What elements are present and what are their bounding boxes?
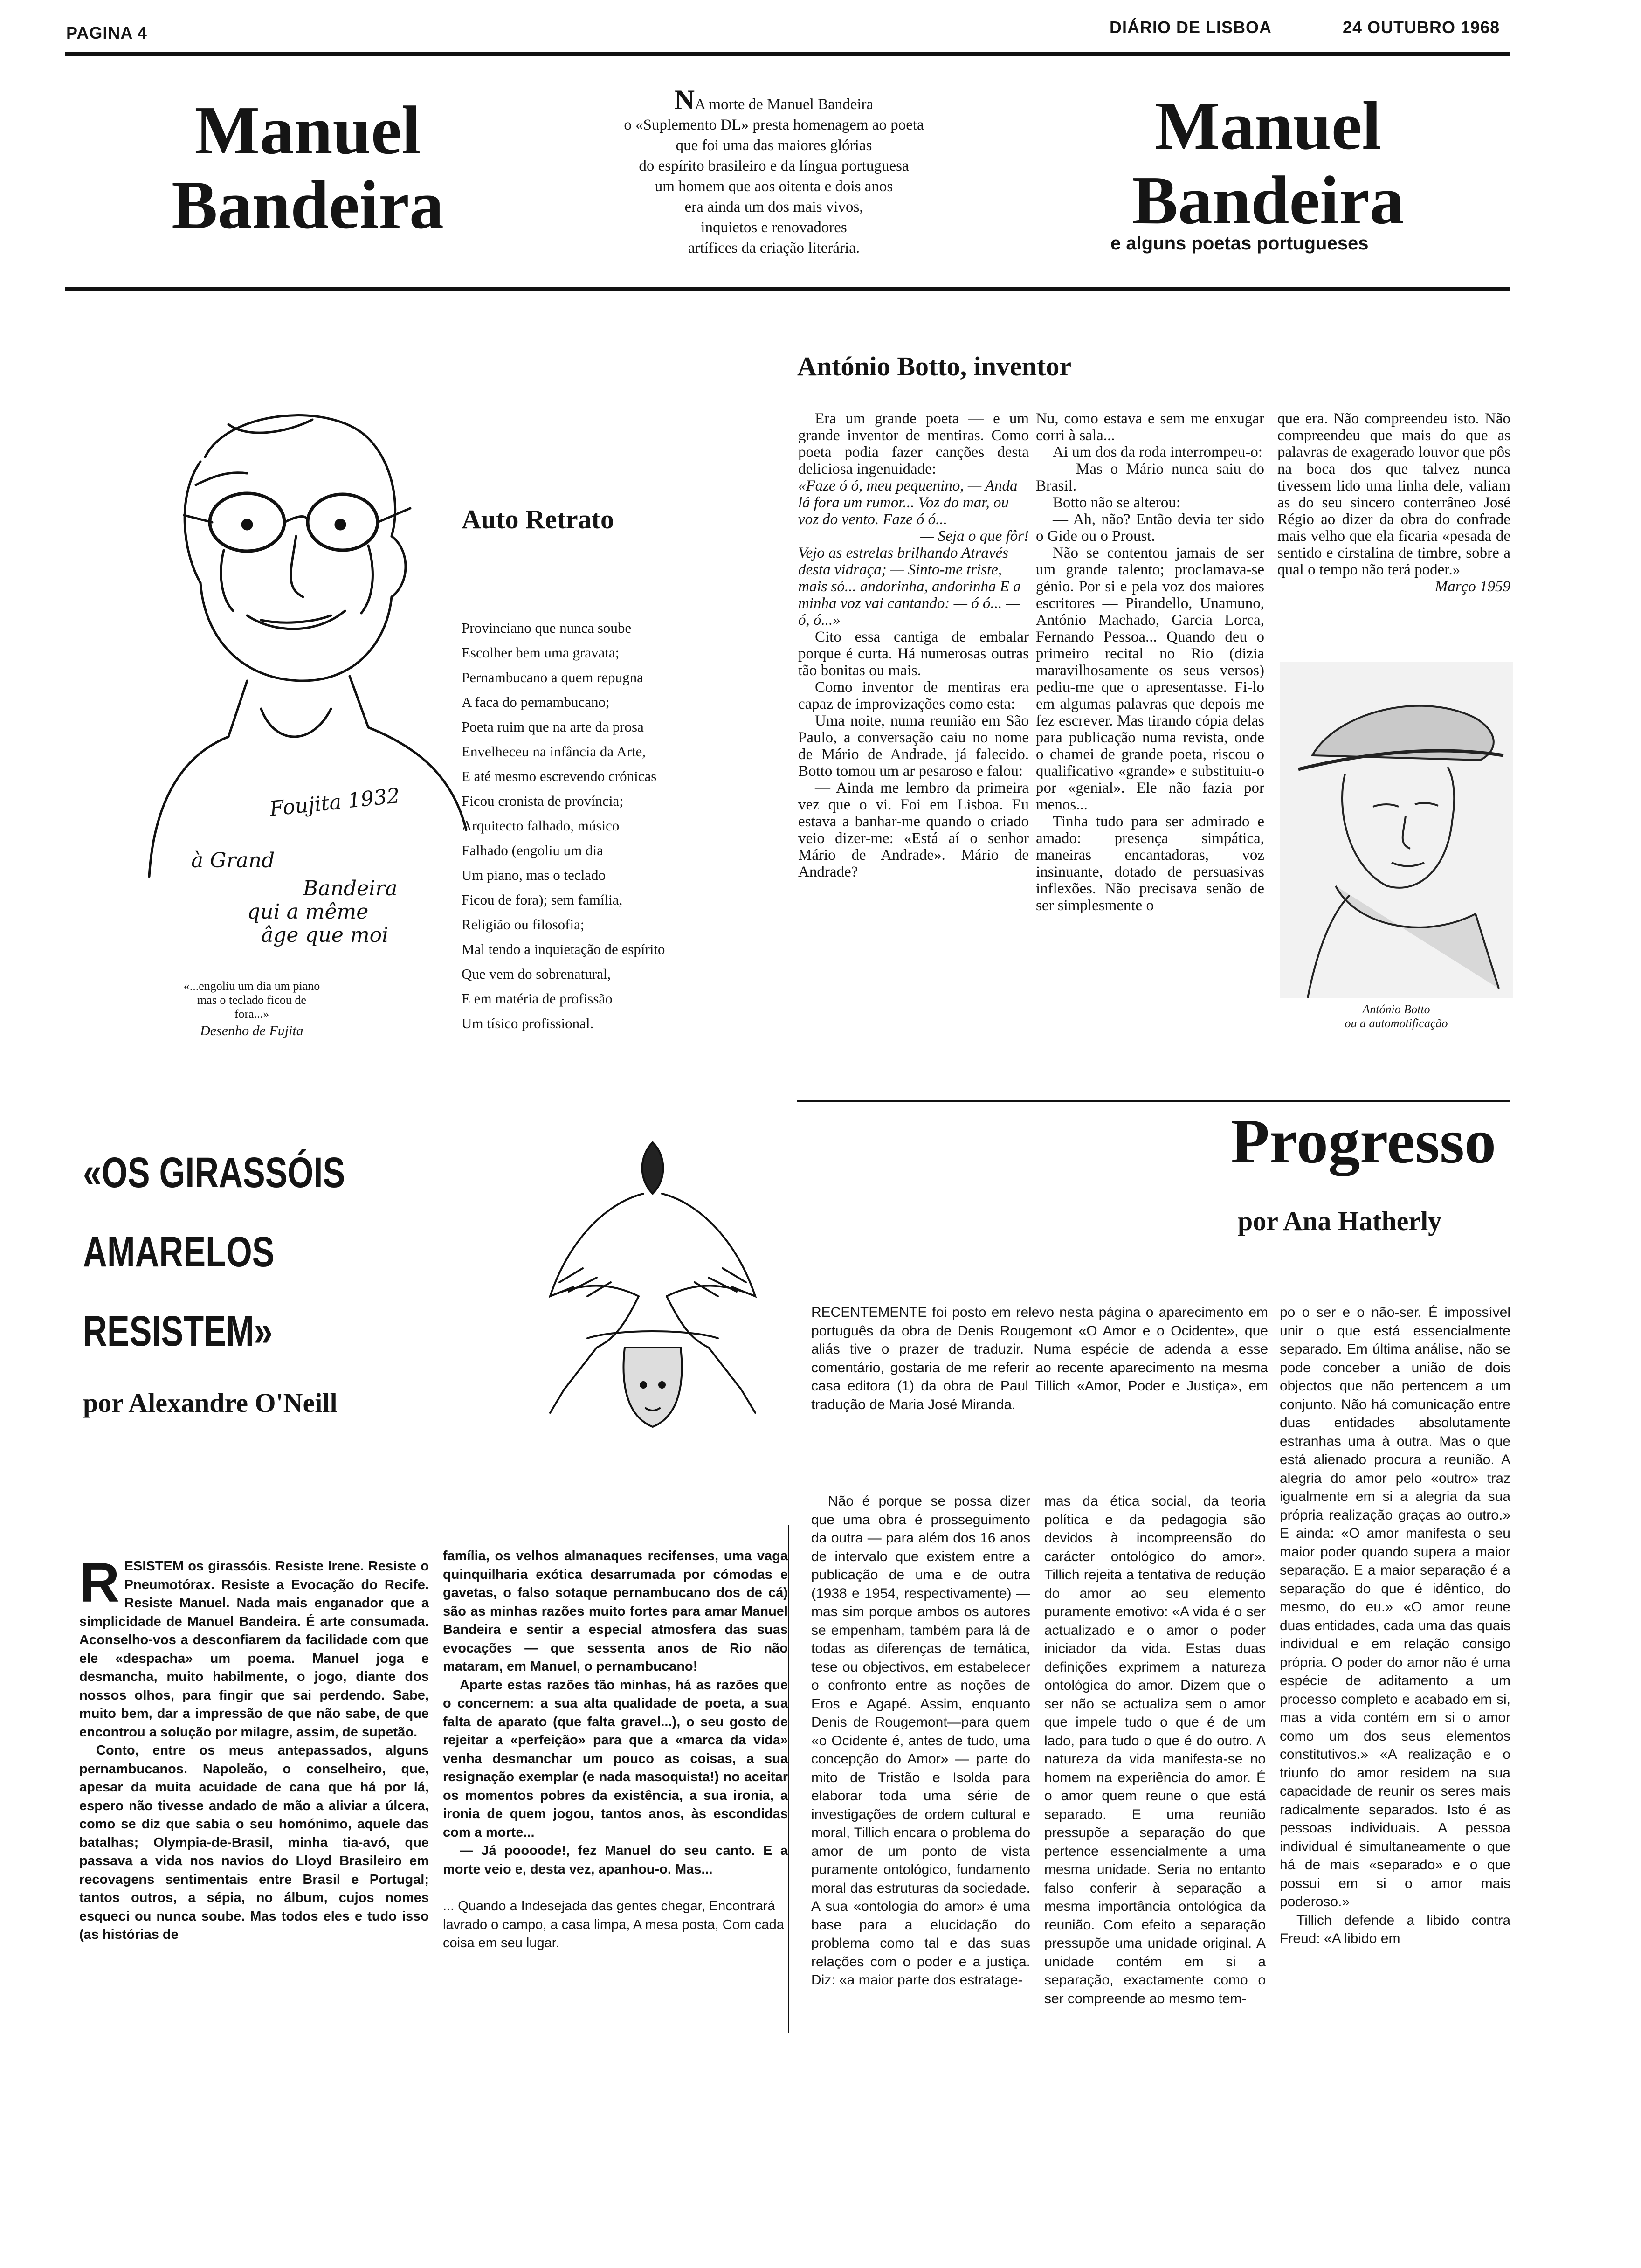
botto-column-1 — [798, 410, 1029, 880]
drop-cap: R — [79, 1551, 120, 1614]
sketch-dedication-1: à Grand — [191, 849, 275, 872]
sketch-dedication-4: âge que moi — [261, 923, 389, 947]
progresso-col3-end: Tillich defende a libido contra Freud: «A libido em — [1280, 1912, 1510, 1946]
progresso-col3-text: po o ser e o não-ser. É impossível unir o que está essencialmente separado. Em última análise, não se pode conceber a união de dois objectos que não pertencem a um conjunto. Não há comunicação entre duas entidades absolutamente estranhas uma à outra. Mas o que está alienado procura a reunião. A alegria do amor pelo «outro» traz igualmente em si a alegria da sua própria realização graças ao outro.» E ainda: «O amor manifesta o seu maior poder quando supera a maior separação. E a maior separação é a separação do que é idêntico, do mesmo, do eu.» «O amor reune duas entidades, cada uma das quais individual e em relação consigo própria. O poder do amor não é uma espécie de aditamento a um processo completo e acabado em si, mas a vida contém em si o amor como um dos seus elementos constitutivos.» «A realização e o triunfo do amor residem na sua capacidade de reunir os seres mais radicalmente separados. Isto é as pessoas individuais. A pessoa individual é simultaneamente o que há de mais «separado» e o que possui em si o amor mais poderoso.» — [1280, 1305, 1510, 1909]
right-title-line-2: Bandeira — [1132, 162, 1404, 239]
botto-col1-paragraph: Vejo as estrelas brilhando Através desta vidraça; — Sinto-me triste, mais só... andorinha, andorinha E a minha voz vai cantando: — ó ó... — ó, ó...» — [798, 545, 1021, 629]
botto-column-3 — [1277, 410, 1510, 595]
poem-line: Religião ou filosofia; — [462, 916, 585, 933]
botto-col1-paragraph: Uma noite, numa reunião em São Paulo, a conversação caiu no nome de Mário de Andrade, já falecido. Botto tomou um ar pesaroso e falou: — [798, 712, 1029, 780]
sketch-dedication-2: Bandeira — [303, 877, 398, 900]
poem-line: Um tísico profissional. — [462, 1015, 594, 1031]
botto-col1-paragraph: «Faze ó ó, meu pequenino, — Anda lá fora um rumor... Voz do mar, ou voz do vento. Faze ó ó... — [798, 477, 1018, 528]
sketch-caption — [117, 979, 387, 1038]
sketch-dedication-3: qui a même — [247, 900, 369, 924]
poem-line: Envelheceu na infância da Arte, — [462, 743, 646, 760]
intro-line-8: artífices da criação literária. — [688, 240, 860, 256]
girassois-title-line-2: AMARELOS — [83, 1228, 275, 1276]
right-banner-subtitle: e alguns poetas portugueses — [1110, 233, 1369, 254]
botto-col2-paragraph: Botto não se alterou: — [1053, 494, 1181, 511]
poem-line: Falhado (engoliu um dia — [462, 842, 603, 858]
botto-portrait-caption-2: ou a automotificação — [1345, 1016, 1448, 1030]
poem-line: Mal tendo a inquietação de espírito — [462, 941, 665, 957]
progresso-title: Progresso — [1231, 1106, 1496, 1176]
caption-line-3: fora...» — [234, 1007, 269, 1021]
girassois-byline: por Alexandre O'Neill — [83, 1388, 338, 1418]
poem-line: Provinciano que nunca soube — [462, 620, 632, 636]
section-rule — [797, 1100, 1510, 1102]
botto-column-2 — [1036, 410, 1264, 914]
poem-line: A faca do pernambucano; — [462, 694, 610, 710]
poem-line: Escolher bem uma gravata; — [462, 644, 620, 661]
botto-dateline: Março 1959 — [1434, 578, 1510, 595]
botto-col1-paragraph: Era um grande poeta — e um grande inventor de mentiras. Como poeta podia fazer canções desta deliciosa ingenuidade: — [798, 410, 1029, 477]
botto-col2-paragraph: — Mas o Mário nunca saiu do Brasil. — [1036, 461, 1264, 494]
poem-line: E em matéria de profissão — [462, 990, 613, 1007]
botto-col1-paragraph: Cito essa cantiga de embalar porque é curta. Há numerosas outras tão bonitas ou mais. — [798, 629, 1029, 679]
poem-line: Poeta ruim que na arte da prosa — [462, 719, 644, 735]
botto-col2-paragraph: Não se contentou jamais de ser um grande talento; proclamava-se génio. Por si e pela voz dos maiores escritores — Pirandello, Unamuno, António Machado, Garcia Lorca, Fernando Pessoa... Quando deu o primeiro recital no Rio (dizia maravilhosamente os seus versos) pediu-me que o apresentasse. Fi-lo em algumas palavras que depois me fez escrever. Mas tirando cópia delas para publicação numa revista, onde o chamei de grande poeta, riscou o qualificativo «grande» e substituiu-o por «genial». Ele não fazia por menos... — [1036, 545, 1264, 813]
girassois-title — [83, 1133, 345, 1371]
right-title-line-1: Manuel — [1155, 88, 1381, 164]
intro-initial: N — [674, 84, 695, 115]
girassois-column-1 — [79, 1551, 429, 1944]
intro-line-1: A morte de Manuel Bandeira — [695, 96, 874, 113]
botto-col2-paragraph: — Ah, não? Então devia ter sido o Gide ou o Proust. — [1036, 511, 1264, 545]
angel-illustration — [531, 1128, 774, 1483]
caption-credit: Desenho de Fujita — [200, 1023, 303, 1038]
girassois-title-line-1: «OS GIRASSÓIS — [83, 1149, 345, 1196]
progresso-intro — [811, 1303, 1268, 1414]
auto-retrato-poem — [462, 615, 769, 1036]
newspaper-name: DIÁRIO DE LISBOA — [1110, 18, 1272, 37]
right-banner-title — [1100, 89, 1436, 238]
botto-title: António Botto, inventor — [797, 351, 1072, 381]
issue-date: 24 OUTUBRO 1968 — [1343, 18, 1500, 37]
poem-line: Arquitecto falhado, músico — [462, 817, 620, 834]
progresso-column-2 — [1044, 1492, 1266, 2008]
intro-line-5: um homem que aos oitenta e dois anos — [655, 178, 893, 195]
girassois-col2-verse: ... Quando a Indesejada das gentes chegar, Encontrará lavrado o campo, a casa limpa, A mesa posta, Com cada coisa em seu lugar. — [443, 1899, 784, 1950]
caption-line-1: «...engoliu um dia um piano — [183, 979, 320, 993]
left-title-line-2: Bandeira — [172, 167, 444, 243]
progresso-byline: por Ana Hatherly — [1238, 1206, 1442, 1236]
left-banner-title — [140, 93, 476, 242]
progresso-column-divider — [788, 1525, 789, 2033]
poem-line: Ficou cronista de província; — [462, 793, 623, 809]
caption-line-2: mas o teclado ficou de — [197, 993, 306, 1007]
botto-col2-paragraph: Ai um dos da roda interrompeu-o: — [1053, 444, 1262, 461]
poem-line: Pernambucano a quem repugna — [462, 669, 643, 685]
sketch-signature: Foujita 1932 — [268, 783, 401, 821]
botto-col2-paragraph: Nu, como estava e sem me enxugar corri à sala... — [1036, 410, 1264, 444]
progresso-column-1 — [811, 1492, 1030, 1990]
girassois-paragraph-2: Conto, entre os meus antepassados, alguns pernambucanos. Napoleão, o conselheiro, que, apesar da muita acuidade de cana que há por lá, espero não tivesse andado de mão a aliviar a úlcera, como se diz que sabia o seu homónimo, aquele das batalhas; Olympia-de-Brasil, minha tia-avó, que passava a vida nos navios do Lloyd Brasileiro em recovagens sentimentais entre Brasil e Portugal; tantos outros, a sépia, no álbum, cujos nomes esqueci ou nunca soube. Mas todos eles e tudo isso (as histórias de — [79, 1743, 429, 1942]
banner-intro — [555, 84, 993, 258]
girassois-col2-paragraph-2: Aparte estas razões tão minhas, há as razões que o concernem: a sua alta qualidade de poeta, a sua falta de aparato (que falta gravel...), o seu gosto de rejeitar a «perfeição» para que a «marca da vida» venha desmanchar um pouco as coisas, a sua resignação exemplar (e nada masoquista!) no aceitar os momentos pobres da existência, a sua ironia, a ironia de quem jogou, tantos anos, às escondidas com a morte... — [443, 1677, 788, 1840]
page-number: PAGINA 4 — [66, 23, 148, 42]
auto-retrato-title: Auto Retrato — [462, 504, 614, 534]
botto-portrait — [1280, 662, 1513, 998]
girassois-paragraph-1 — [79, 1551, 429, 1742]
intro-line-2: o «Suplemento DL» presta homenagem ao poeta — [624, 117, 924, 133]
progresso-col2-text: mas da ética social, da teoria política e da pedagogia são devidos à incompreensão do carácter ontológico do amor». Tillich rejeita a tentativa de redução do amor ao seu elemento puramente emotivo: «A vida é o ser actualizado e o amor o poder iniciador da vida. Estas duas definições exprimem a natureza ontológica do amor. Dizem que o ser não se actualiza sem o amor que impele tudo o que é de um lado, para tudo o que é do outro. A natureza da vida manifesta-se no homem na experiência do amor. É o amor quem reune o que está separado. E uma reunião pressupõe a separação do que pertence essencialmente a uma mesma unidade. Seria no entanto falso conferir à separação a mesma importância ontológica da reunião. Com efeito a separação pressupõe uma unidade original. A unidade contém em si a separação, exactamente como o ser compreende ao mesmo tem- — [1044, 1494, 1266, 2006]
progresso-col1-text: Não é porque se possa dizer que uma obra é prosseguimento da outra — para além dos 16 anos de intervalo que existem entre a publicação de uma e de outra (1938 e 1954, respectivamente) — mas sim porque ambos os autores se empenham, também para lá de todas as diferenças de temática, tese ou objectivos, em estabelecer o confronto entre as noções de Eros e Agapé. Assim, enquanto Denis de Rougemont—para quem «o Ocidente é, antes de tudo, uma concepção do Amor» — parte do mito de Tristão e Isolda para elaborar toda uma série de investigações de ordem cultural e moral, Tillich encara o problema do amor de um ponto de vista puramente ontológico, fundamento moral das estruturas da sociedade. A sua «ontologia do amor» é uma base para a elucidação do problema como tal e das suas relações com o poder e a justiça. Diz: «a maior parte dos estratage- — [811, 1494, 1030, 1988]
poem-line: Um piano, mas o teclado — [462, 867, 606, 883]
botto-portrait-caption — [1280, 1003, 1513, 1030]
poem-line: Que vem do sobrenatural, — [462, 966, 611, 982]
progresso-intro-text: RECENTEMENTE foi posto em relevo nesta página o aparecimento em português da obra de Denis Rougemont «O Amor e o Ocidente», que aliás tive o prazer de traduzir. Numa espécie de adenda a esse comentário, gostaria de me referir ao recente aparecimento na mesma casa editora (1) da obra de Paul Tillich «Amor, Poder e Justiça», em tradução de Maria José Miranda. — [811, 1305, 1268, 1412]
botto-col1-paragraph: — Ainda me lembro da primeira vez que o vi. Foi em Lisboa. Eu estava a banhar-me quando o criado veio dizer-me: «Está aí o senhor Mário de Andrade». Mário de Andrade? — [798, 780, 1029, 880]
girassois-paragraph-1-text: ESISTEM os girassóis. Resiste Irene. Resiste o Pneumotórax. Resiste a Evocação do Recife. Resiste Manuel. Nada mais enganador que a simplicidade de Manuel Bandeira. É arte consumada. Aconselho-vos a desconfiarem da facilidade com que ele «despacha» um poema. Manuel joga e desmancha, muito habilmente, o jogo, diante dos nossos olhos, para fingir que sai perdendo. Sabe, muito bem, dar a impressão de que não sabe, de que encontrou a solução por milagre, assim, de supetão. — [79, 1559, 429, 1740]
progresso-column-3 — [1280, 1303, 1510, 1948]
girassois-column-2 — [443, 1547, 788, 1953]
botto-col2-paragraph: Tinha tudo para ser admirado e amado: presença simpática, maneiras encantadoras, voz insinuante, dotado de persuasivas inflexões. Não precisava senão de ser simplesmente o — [1036, 813, 1264, 914]
intro-first-line — [555, 84, 993, 115]
masthead-rule — [65, 52, 1510, 56]
girassois-col2-paragraph-1: família, os velhos almanaques recifenses, uma vaga quinquilharia exótica desarrumada por cómodas e gavetas, o falso sotaque pernambucano dos de cá) são as minhas razões muito fortes para amar Manuel Bandeira e sentir a especial atmosfera das suas evocações — que sessenta anos de Rio não mataram, em Manuel, o pernambucano! — [443, 1549, 788, 1674]
intro-line-4: do espírito brasileiro e da língua portuguesa — [639, 158, 909, 174]
poem-line: Ficou de fora); sem família, — [462, 892, 623, 908]
intro-line-7: inquietos e renovadores — [701, 219, 847, 236]
left-title-line-1: Manuel — [194, 92, 421, 169]
intro-line-3: que foi uma das maiores glórias — [676, 137, 872, 154]
banner-bottom-rule — [65, 287, 1510, 291]
botto-portrait-caption-1: António Botto — [1362, 1003, 1430, 1016]
poem-line: E até mesmo escrevendo crónicas — [462, 768, 657, 784]
botto-col3-text: que era. Não compreendeu isto. Não compreendeu que mais do que as palavras de exagerado louvor que pôs na boca dos que talvez nunca tivessem lido uma linha dele, valiam as do seu sincero conterrâneo José Régio ao dizer da obra do confrade mais velho que ela ficaria «pesada de sentido e cirstalina de timbre, sobre a qual o tempo não terá poder.» — [1277, 410, 1510, 578]
intro-line-6: era ainda um dos mais vivos, — [684, 199, 863, 215]
botto-col1-paragraph: — Seja o que fôr! — [920, 528, 1029, 545]
girassois-col2-paragraph-3: — Já poooode!, fez Manuel do seu canto. E a morte veio e, desta vez, apanhou-o. Mas... — [443, 1843, 788, 1877]
botto-col1-paragraph: Como inventor de mentiras era capaz de improvizações como esta: — [798, 679, 1029, 712]
girassois-title-line-3: RESISTEM» — [83, 1307, 273, 1355]
